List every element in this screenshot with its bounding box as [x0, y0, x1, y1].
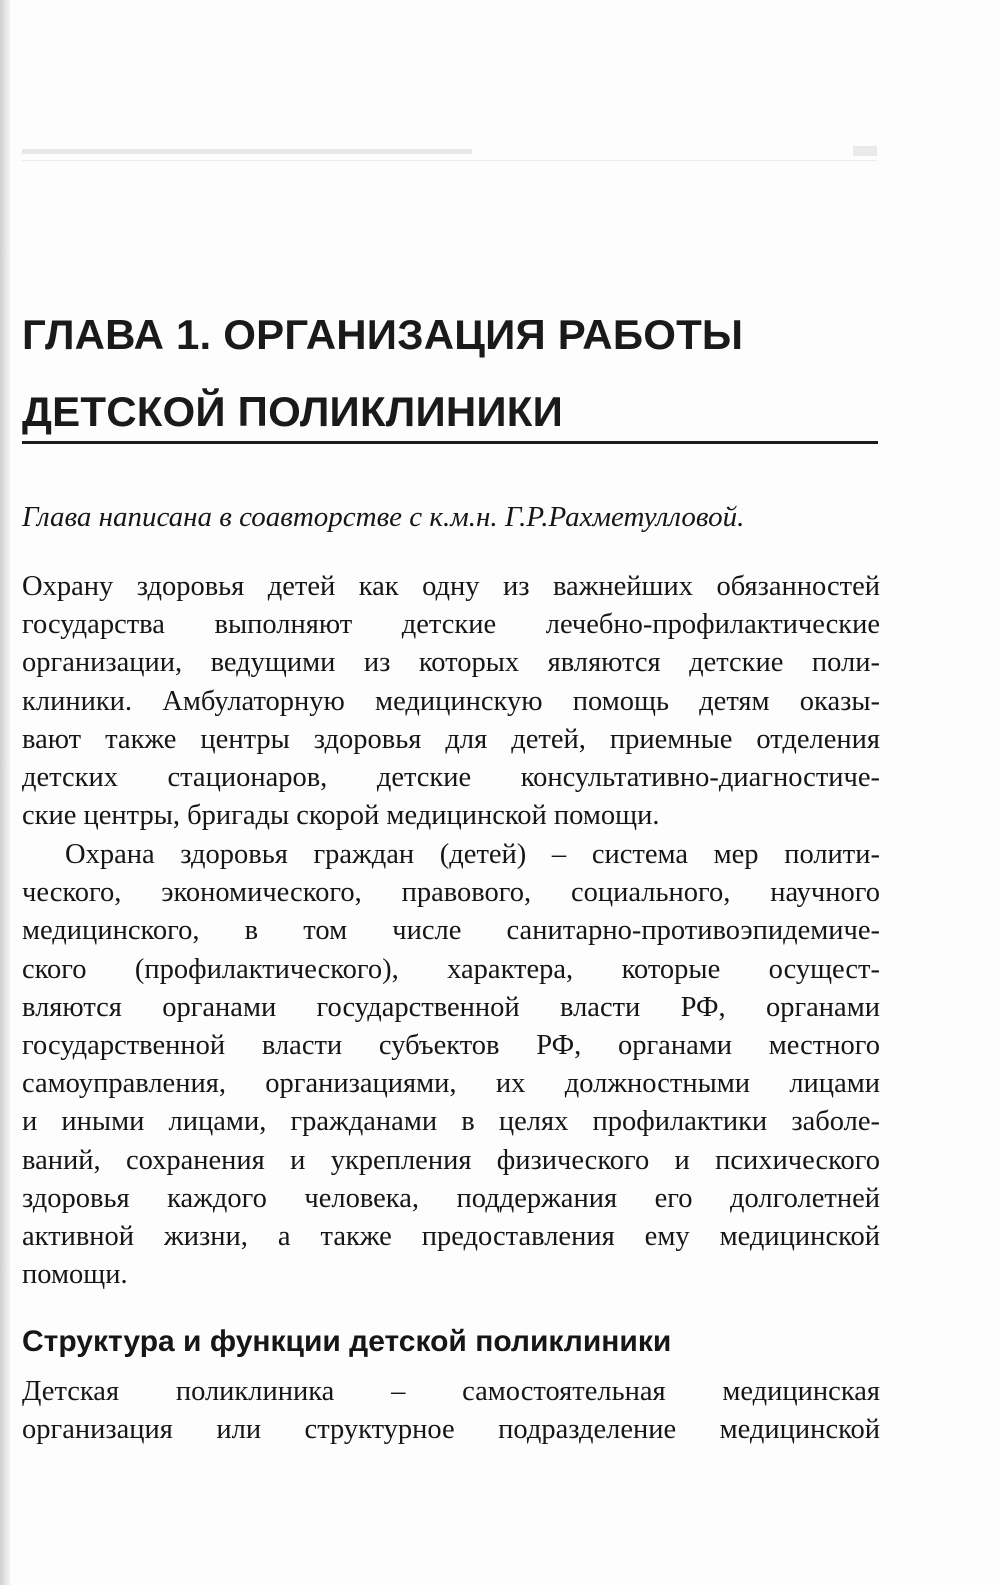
text-line: Охрану здоровья детей как одну из важнейших обязанностей: [22, 571, 880, 602]
text-line: здоровья каждого человека, поддержания его долголетней: [22, 1182, 880, 1214]
section-heading: Структура и функции детской поликлиники: [22, 1325, 672, 1358]
section-paragraph: [22, 1373, 880, 1449]
text-line: вляются органами государственной власти РФ, органами: [22, 991, 880, 1023]
text-line: ваний, сохранения и укрепления физического и психического: [22, 1144, 880, 1176]
paragraph-2: [22, 836, 880, 1294]
text-line: детских стационаров, детские консультативно-диагностиче-: [22, 761, 880, 793]
text-line: помощи.: [22, 1259, 128, 1291]
text-line: государственной власти субъектов РФ, органами местного: [22, 1029, 880, 1061]
text-line: ского (профилактического), характера, которые осущест-: [22, 953, 880, 985]
text-line: медицинского, в том числе санитарно-противоэпидемиче-: [22, 915, 880, 947]
text-line: активной жизни, а также предоставления ему медицинской: [22, 1220, 880, 1252]
text-line: ческого, экономического, правового, социального, научного: [22, 877, 880, 909]
text-line: ские центры, бригады скорой медицинской помощи.: [22, 800, 660, 832]
chapter-title: [22, 296, 882, 450]
title-divider: [22, 441, 878, 444]
text-line: организация или структурное подразделение медицинской: [22, 1414, 880, 1446]
coauthor-note: Глава написана в соавторстве с к.м.н. Г.Р.Рахметулловой.: [22, 501, 745, 533]
text-line: и иными лицами, гражданами в целях профилактики заболе-: [22, 1106, 880, 1138]
text-line: Охрана здоровья граждан (детей) – система мер полити-: [65, 839, 880, 870]
chapter-title-line-2: ДЕТСКОЙ ПОЛИКЛИНИКИ: [22, 388, 563, 435]
bleed-through-running-header: [22, 140, 877, 162]
paragraph-1: [22, 568, 880, 835]
text-line: клиники. Амбулаторную медицинскую помощь детям оказы-: [22, 685, 880, 717]
text-line: государства выполняют детские лечебно-профилактические: [22, 609, 880, 641]
text-line: Детская поликлиника – самостоятельная медицинская: [22, 1376, 880, 1407]
chapter-title-line-1: ГЛАВА 1. ОРГАНИЗАЦИЯ РАБОТЫ: [22, 311, 744, 358]
text-line: вают также центры здоровья для детей, приемные отделения: [22, 723, 880, 755]
page-edge-shadow: [0, 0, 10, 1585]
text-line: самоуправления, организациями, их должностными лицами: [22, 1068, 880, 1100]
text-line: организации, ведущими из которых являются детские поли-: [22, 647, 880, 679]
